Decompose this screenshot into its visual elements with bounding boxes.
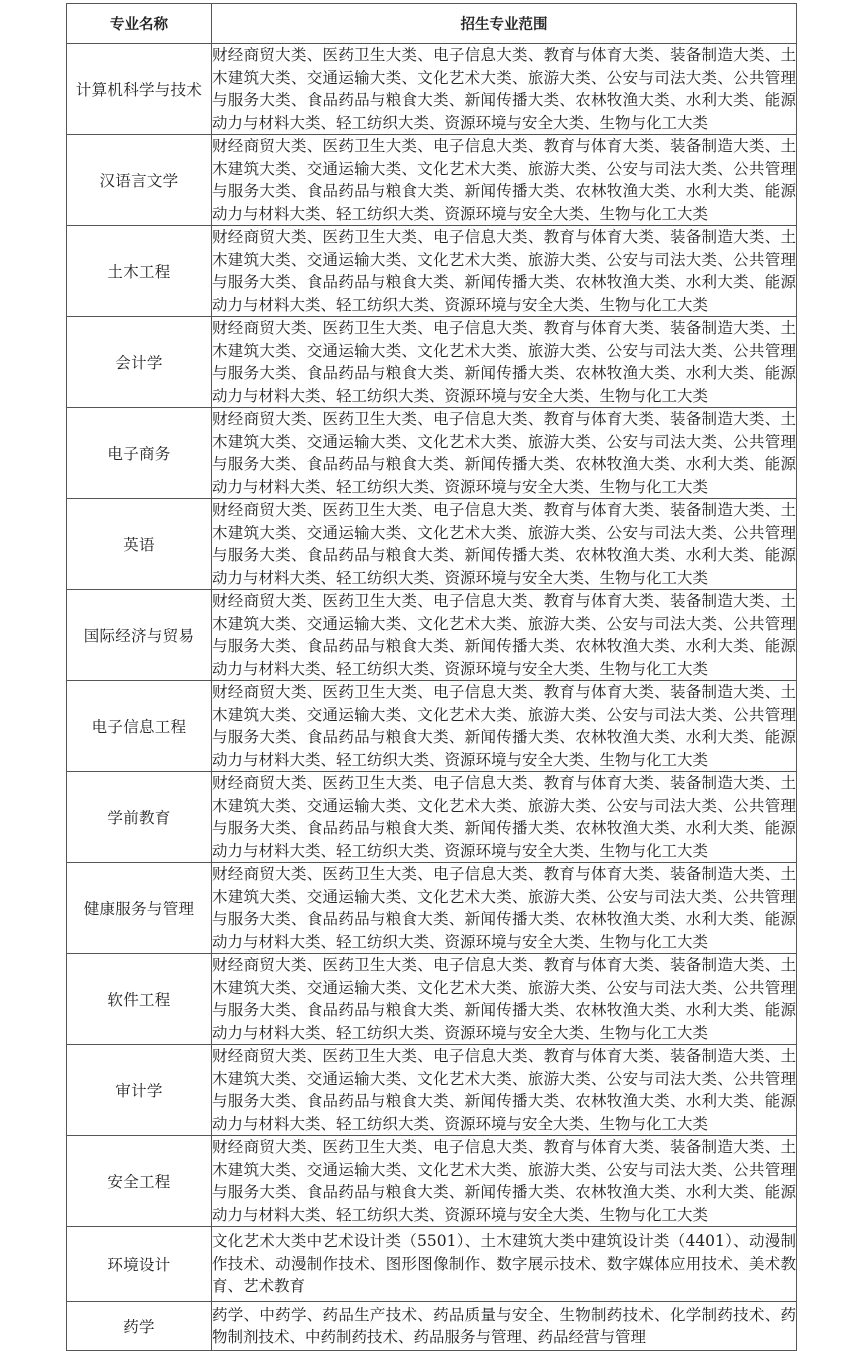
enrollment-range-cell: 财经商贸大类、医药卫生大类、电子信息大类、教育与体育大类、装备制造大类、土木建筑大类、交通运输大类、文化艺术大类、旅游大类、公安与司法大类、公共管理与服务大类、食品药品与粮食大类、新闻传播大类、农林牧渔大类、水利大类、能源动力与材料大类、轻工纺织大类、资源环境与安全大类、生物与化工大类	[212, 317, 797, 408]
major-name-cell: 电子商务	[67, 408, 212, 499]
major-name-cell: 审计学	[67, 1045, 212, 1136]
table-row	[67, 499, 797, 590]
major-name-cell: 安全工程	[67, 1136, 212, 1227]
major-name-cell: 学前教育	[67, 772, 212, 863]
enrollment-range-cell: 财经商贸大类、医药卫生大类、电子信息大类、教育与体育大类、装备制造大类、土木建筑大类、交通运输大类、文化艺术大类、旅游大类、公安与司法大类、公共管理与服务大类、食品药品与粮食大类、新闻传播大类、农林牧渔大类、水利大类、能源动力与材料大类、轻工纺织大类、资源环境与安全大类、生物与化工大类	[212, 954, 797, 1045]
table-row	[67, 226, 797, 317]
table-row	[67, 408, 797, 499]
major-name-cell: 国际经济与贸易	[67, 590, 212, 681]
major-name-cell: 药学	[67, 1302, 212, 1351]
enrollment-range-cell: 财经商贸大类、医药卫生大类、电子信息大类、教育与体育大类、装备制造大类、土木建筑大类、交通运输大类、文化艺术大类、旅游大类、公安与司法大类、公共管理与服务大类、食品药品与粮食大类、新闻传播大类、农林牧渔大类、水利大类、能源动力与材料大类、轻工纺织大类、资源环境与安全大类、生物与化工大类	[212, 135, 797, 226]
table-row	[67, 1227, 797, 1302]
enrollment-range-cell: 财经商贸大类、医药卫生大类、电子信息大类、教育与体育大类、装备制造大类、土木建筑大类、交通运输大类、文化艺术大类、旅游大类、公安与司法大类、公共管理与服务大类、食品药品与粮食大类、新闻传播大类、农林牧渔大类、水利大类、能源动力与材料大类、轻工纺织大类、资源环境与安全大类、生物与化工大类	[212, 772, 797, 863]
major-name-cell: 软件工程	[67, 954, 212, 1045]
enrollment-range-cell: 文化艺术大类中艺术设计类（5501）、土木建筑大类中建筑设计类（4401）、动漫制作技术、动漫制作技术、图形图像制作、数字展示技术、数字媒体应用技术、美术教育、艺术教育	[212, 1227, 797, 1302]
table-row	[67, 681, 797, 772]
enrollment-range-cell: 财经商贸大类、医药卫生大类、电子信息大类、教育与体育大类、装备制造大类、土木建筑大类、交通运输大类、文化艺术大类、旅游大类、公安与司法大类、公共管理与服务大类、食品药品与粮食大类、新闻传播大类、农林牧渔大类、水利大类、能源动力与材料大类、轻工纺织大类、资源环境与安全大类、生物与化工大类	[212, 408, 797, 499]
major-name-cell: 电子信息工程	[67, 681, 212, 772]
major-name-cell: 土木工程	[67, 226, 212, 317]
table-row	[67, 44, 797, 135]
table-row	[67, 135, 797, 226]
header-major-name: 专业名称	[67, 4, 212, 44]
enrollment-range-cell: 财经商贸大类、医药卫生大类、电子信息大类、教育与体育大类、装备制造大类、土木建筑大类、交通运输大类、文化艺术大类、旅游大类、公安与司法大类、公共管理与服务大类、食品药品与粮食大类、新闻传播大类、农林牧渔大类、水利大类、能源动力与材料大类、轻工纺织大类、资源环境与安全大类、生物与化工大类	[212, 226, 797, 317]
enrollment-range-cell: 财经商贸大类、医药卫生大类、电子信息大类、教育与体育大类、装备制造大类、土木建筑大类、交通运输大类、文化艺术大类、旅游大类、公安与司法大类、公共管理与服务大类、食品药品与粮食大类、新闻传播大类、农林牧渔大类、水利大类、能源动力与材料大类、轻工纺织大类、资源环境与安全大类、生物与化工大类	[212, 1136, 797, 1227]
enrollment-range-cell: 药学、中药学、药品生产技术、药品质量与安全、生物制药技术、化学制药技术、药物制剂技术、中药制药技术、药品服务与管理、药品经营与管理	[212, 1302, 797, 1351]
enrollment-majors-table	[66, 3, 797, 1351]
enrollment-range-cell: 财经商贸大类、医药卫生大类、电子信息大类、教育与体育大类、装备制造大类、土木建筑大类、交通运输大类、文化艺术大类、旅游大类、公安与司法大类、公共管理与服务大类、食品药品与粮食大类、新闻传播大类、农林牧渔大类、水利大类、能源动力与材料大类、轻工纺织大类、资源环境与安全大类、生物与化工大类	[212, 44, 797, 135]
table-row	[67, 772, 797, 863]
table-row	[67, 954, 797, 1045]
table-row	[67, 1045, 797, 1136]
enrollment-range-cell: 财经商贸大类、医药卫生大类、电子信息大类、教育与体育大类、装备制造大类、土木建筑大类、交通运输大类、文化艺术大类、旅游大类、公安与司法大类、公共管理与服务大类、食品药品与粮食大类、新闻传播大类、农林牧渔大类、水利大类、能源动力与材料大类、轻工纺织大类、资源环境与安全大类、生物与化工大类	[212, 1045, 797, 1136]
enrollment-range-cell: 财经商贸大类、医药卫生大类、电子信息大类、教育与体育大类、装备制造大类、土木建筑大类、交通运输大类、文化艺术大类、旅游大类、公安与司法大类、公共管理与服务大类、食品药品与粮食大类、新闻传播大类、农林牧渔大类、水利大类、能源动力与材料大类、轻工纺织大类、资源环境与安全大类、生物与化工大类	[212, 863, 797, 954]
major-name-cell: 计算机科学与技术	[67, 44, 212, 135]
table-row	[67, 863, 797, 954]
major-name-cell: 环境设计	[67, 1227, 212, 1302]
table-row	[67, 590, 797, 681]
major-name-cell: 健康服务与管理	[67, 863, 212, 954]
enrollment-range-cell: 财经商贸大类、医药卫生大类、电子信息大类、教育与体育大类、装备制造大类、土木建筑大类、交通运输大类、文化艺术大类、旅游大类、公安与司法大类、公共管理与服务大类、食品药品与粮食大类、新闻传播大类、农林牧渔大类、水利大类、能源动力与材料大类、轻工纺织大类、资源环境与安全大类、生物与化工大类	[212, 590, 797, 681]
table-row	[67, 317, 797, 408]
table-row	[67, 1136, 797, 1227]
major-name-cell: 会计学	[67, 317, 212, 408]
header-enrollment-range: 招生专业范围	[212, 4, 797, 44]
table-row	[67, 1302, 797, 1351]
enrollment-range-cell: 财经商贸大类、医药卫生大类、电子信息大类、教育与体育大类、装备制造大类、土木建筑大类、交通运输大类、文化艺术大类、旅游大类、公安与司法大类、公共管理与服务大类、食品药品与粮食大类、新闻传播大类、农林牧渔大类、水利大类、能源动力与材料大类、轻工纺织大类、资源环境与安全大类、生物与化工大类	[212, 681, 797, 772]
table-header-row	[67, 4, 797, 44]
enrollment-range-cell: 财经商贸大类、医药卫生大类、电子信息大类、教育与体育大类、装备制造大类、土木建筑大类、交通运输大类、文化艺术大类、旅游大类、公安与司法大类、公共管理与服务大类、食品药品与粮食大类、新闻传播大类、农林牧渔大类、水利大类、能源动力与材料大类、轻工纺织大类、资源环境与安全大类、生物与化工大类	[212, 499, 797, 590]
major-name-cell: 英语	[67, 499, 212, 590]
major-name-cell: 汉语言文学	[67, 135, 212, 226]
